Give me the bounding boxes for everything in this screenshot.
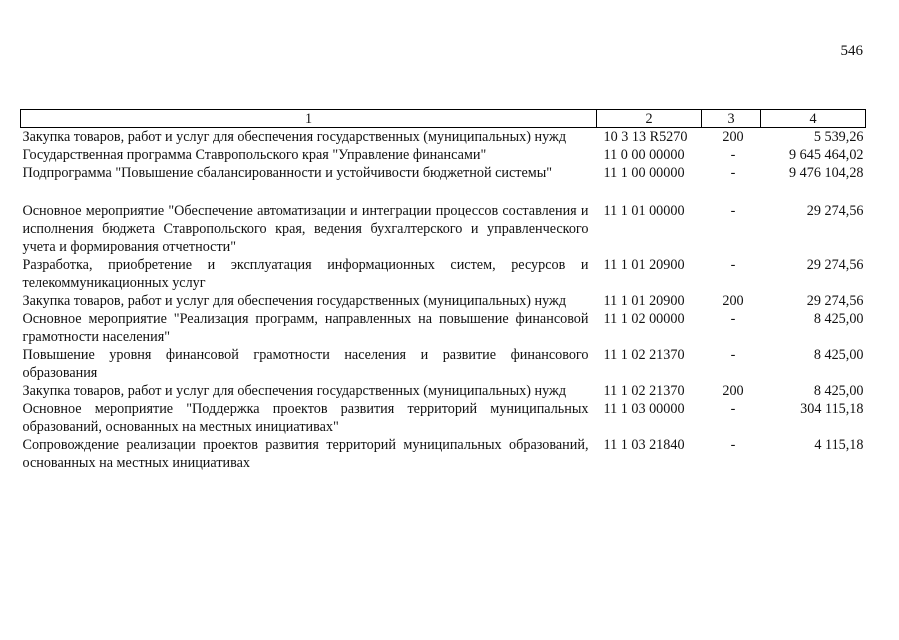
row-amount: 9 645 464,02 — [789, 147, 864, 163]
row-type: 200 — [722, 129, 744, 145]
row-code: 11 1 02 21370 — [603, 347, 685, 363]
spacer-cell — [597, 182, 702, 202]
row-name: Основное мероприятие "Обеспечение автоматизации и интеграции процессов составления и исполнения бюджета Ставропольского края, ведения бухгалтерского и управленческого учета и формирования отчетности" — [22, 203, 589, 255]
row-code: 11 1 00 00000 — [603, 165, 685, 181]
table-row — [21, 292, 866, 310]
row-name: Разработка, приобретение и эксплуатация информационных систем, ресурсов и телекоммуникационных услуг — [22, 257, 589, 291]
row-type: 200 — [722, 293, 744, 309]
row-type: 200 — [722, 383, 744, 399]
row-amount: 9 476 104,28 — [789, 165, 864, 181]
column-header-type: 3 — [702, 110, 761, 128]
spacer-row — [21, 182, 866, 202]
row-amount: 8 425,00 — [813, 383, 864, 399]
table-row — [21, 202, 866, 256]
table-row — [21, 256, 866, 292]
row-code: 11 1 01 00000 — [603, 203, 685, 219]
row-type: - — [730, 257, 736, 273]
column-header-code: 2 — [597, 110, 702, 128]
row-amount: 8 425,00 — [813, 347, 864, 363]
row-type: - — [730, 165, 736, 181]
table-row — [21, 164, 866, 182]
column-header-amount: 4 — [761, 110, 866, 128]
row-type: - — [730, 401, 736, 417]
table-row — [21, 436, 866, 472]
table-row — [21, 310, 866, 346]
spacer-cell — [702, 182, 761, 202]
row-amount: 29 274,56 — [806, 203, 864, 219]
row-name: Закупка товаров, работ и услуг для обеспечения государственных (муниципальных) нужд — [22, 383, 567, 399]
row-type: - — [730, 311, 736, 327]
table-header-row — [21, 110, 866, 128]
row-amount: 8 425,00 — [813, 311, 864, 327]
table-row — [21, 382, 866, 400]
column-header-name: 1 — [21, 110, 597, 128]
row-code: 11 0 00 00000 — [603, 147, 685, 163]
row-code: 11 1 01 20900 — [603, 293, 685, 309]
row-name: Государственная программа Ставропольского края "Управление финансами" — [22, 147, 487, 163]
row-type: - — [730, 347, 736, 363]
row-amount: 304 115,18 — [800, 401, 864, 417]
row-name: Сопровождение реализации проектов развития территорий муниципальных образований, основанных на местных инициативах — [22, 437, 589, 471]
row-name: Подпрограмма "Повышение сбалансированности и устойчивости бюджетной системы" — [22, 165, 553, 181]
spacer-cell — [761, 182, 866, 202]
row-code: 11 1 03 21840 — [603, 437, 685, 453]
row-code: 11 1 01 20900 — [603, 257, 685, 273]
row-code: 11 1 02 21370 — [603, 383, 685, 399]
spacer-cell — [21, 182, 597, 202]
table-row — [21, 146, 866, 164]
row-amount: 4 115,18 — [814, 437, 864, 453]
row-name: Основное мероприятие "Поддержка проектов развития территорий муниципальных образований, основанных на местных инициативах" — [22, 401, 589, 435]
row-name: Закупка товаров, работ и услуг для обеспечения государственных (муниципальных) нужд — [22, 293, 567, 309]
row-name: Повышение уровня финансовой грамотности населения и развитие финансового образования — [22, 347, 589, 381]
row-amount: 5 539,26 — [813, 129, 864, 145]
row-name: Основное мероприятие "Реализация программ, направленных на повышение финансовой грамотности населения" — [22, 311, 589, 345]
table-row — [21, 400, 866, 436]
table-row — [21, 346, 866, 382]
row-amount: 29 274,56 — [806, 293, 864, 309]
row-type: - — [730, 203, 736, 219]
page-number: 546 — [840, 43, 863, 59]
row-code: 10 3 13 R5270 — [603, 129, 688, 145]
row-amount: 29 274,56 — [806, 257, 864, 273]
row-type: - — [730, 147, 736, 163]
budget-table — [20, 109, 866, 472]
table-row — [21, 128, 866, 147]
row-type: - — [730, 437, 736, 453]
row-code: 11 1 02 00000 — [603, 311, 685, 327]
row-code: 11 1 03 00000 — [603, 401, 685, 417]
row-name: Закупка товаров, работ и услуг для обеспечения государственных (муниципальных) нужд — [22, 129, 567, 145]
